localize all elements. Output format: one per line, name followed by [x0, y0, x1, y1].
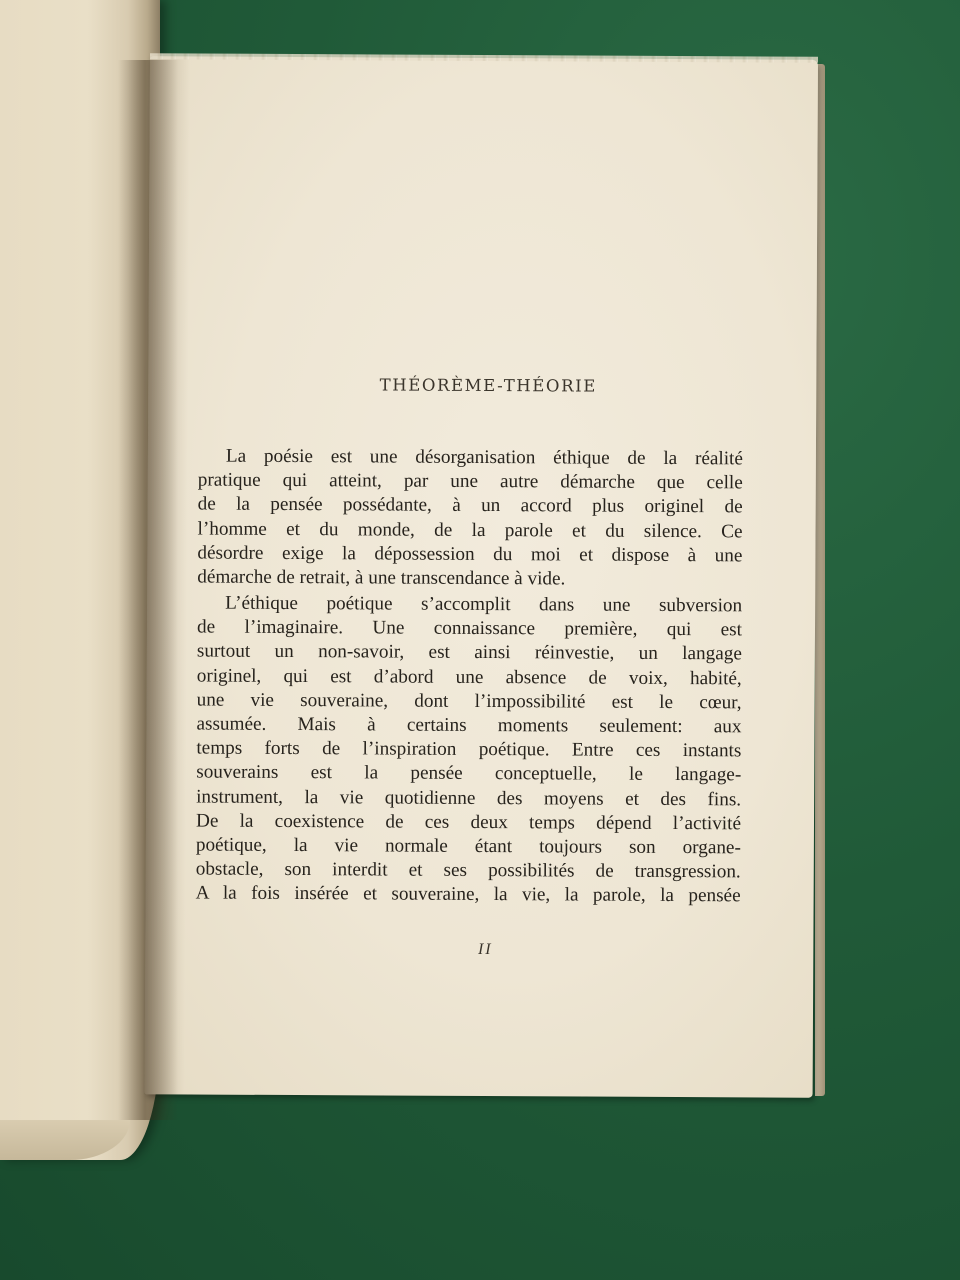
text-line: une vie souveraine, dont l’impossibilité est le cœur,: [196, 689, 742, 714]
text-line: instrument, la vie quotidienne des moyens et des fins.: [196, 786, 742, 810]
right-page: [145, 56, 818, 1097]
paragraph-2: [196, 592, 743, 909]
text-line: assumée. Mais à certains moments seulement: aux: [196, 713, 742, 738]
text-line: obstacle, son interdit et ses possibilités de transgression.: [195, 858, 741, 883]
text-line: souverains est la pensée conceptuelle, le langage-: [196, 761, 742, 786]
text-line: pratique qui atteint, par une autre démarche que celle: [197, 469, 743, 494]
text-line: démarche de retrait, à une transcendance à vide.: [197, 566, 566, 590]
text-line: de la pensée possédante, à un accord plus originel de: [197, 493, 743, 518]
text-line: La poésie est une désorganisation éthique de la réalité: [225, 445, 743, 470]
deckle-edge: [150, 53, 818, 62]
page-number: II: [477, 940, 493, 959]
text-line: l’homme et du monde, de la parole et du silence. Ce: [197, 518, 743, 542]
chapter-title: THÉORÈME-THÉORIE: [379, 375, 597, 396]
text-line: poétique, la vie normale étant toujours son organe-: [195, 834, 741, 859]
text-line: désordre exige la dépossession du moi et dispose à une: [197, 542, 743, 567]
text-line: surtout un non-savoir, est ainsi réinvestie, un langage: [196, 640, 742, 665]
book-gutter: [118, 60, 178, 1120]
text-line: De la coexistence de ces deux temps dépend l’activité: [195, 810, 742, 835]
text-line: temps forts de l’inspiration poétique. Entre ces instants: [196, 737, 742, 762]
text-line: originel, qui est d’abord une absence de voix, habité,: [196, 665, 742, 689]
text-line: L’éthique poétique s’accomplit dans une subversion: [225, 592, 743, 617]
text-line: A la fois insérée et souveraine, la vie, la parole, la pensée: [195, 882, 741, 907]
text-line: de l’imaginaire. Une connaissance première, qui est: [196, 616, 743, 641]
paragraph-1: [197, 445, 743, 593]
